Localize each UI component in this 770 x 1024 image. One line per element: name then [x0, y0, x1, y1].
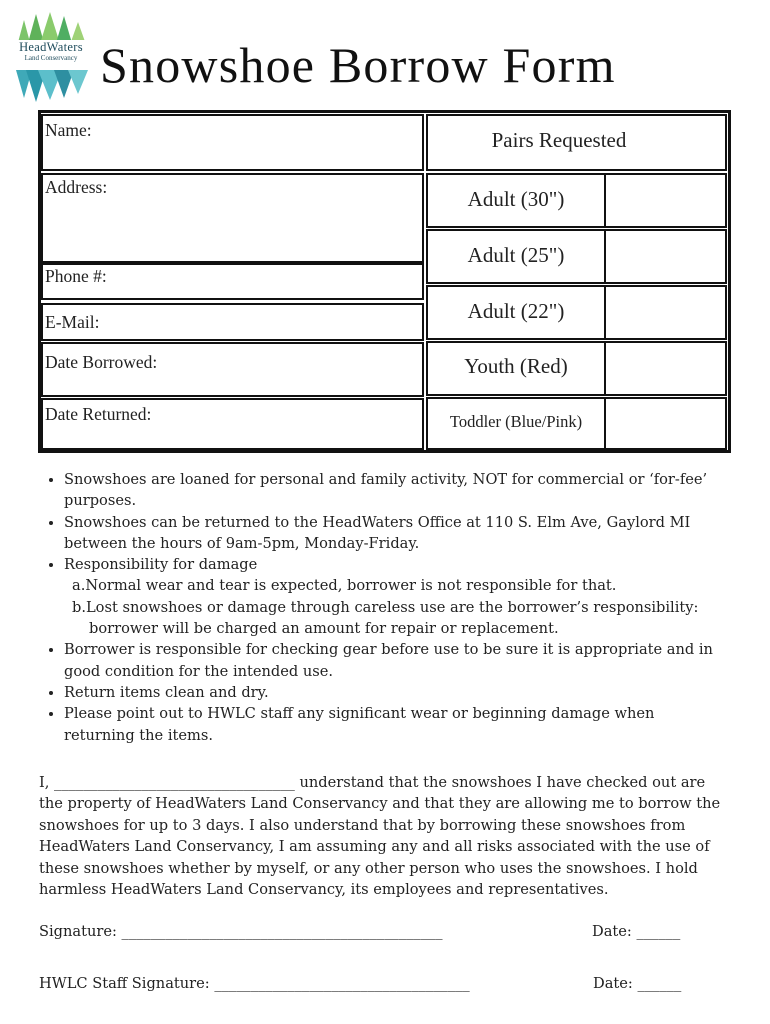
rule-subitem: a.Normal wear and tear is expected, borrower is not responsible for that. — [72, 577, 617, 595]
size-label-adult-30: Adult (30") — [467, 187, 565, 211]
date-returned-label: Date Returned: — [45, 404, 152, 424]
qty-input-adult-22[interactable] — [604, 285, 727, 340]
staff-signature-line[interactable]: HWLC Staff Signature: ___________________________________ — [39, 975, 470, 992]
size-label-adult-25: Adult (25") — [467, 243, 565, 267]
qty-input-adult-25[interactable] — [604, 229, 727, 284]
date-borrowed-label: Date Borrowed: — [45, 352, 158, 372]
logo-subtitle: Land Conservancy — [8, 54, 94, 63]
logo-wordmark: HeadWaters — [8, 40, 94, 54]
page-title: Snowshoe Borrow Form — [100, 37, 616, 93]
signature-line[interactable]: Signature: ____________________________________________ — [39, 923, 443, 940]
qty-input-toddler[interactable] — [604, 397, 727, 450]
signature-date-line[interactable]: Date: ______ — [592, 923, 681, 940]
name-field[interactable] — [41, 114, 424, 171]
address-label: Address: — [45, 177, 108, 197]
name-label: Name: — [45, 120, 92, 140]
liability-agreement: I, _________________________________ understand that the snowshoes I have checked out are the property of HeadWaters Land Conservancy and that they are allowing me to borrow the snowshoes for up to 3 days. I also understand that by borrowing these snowshoes from HeadWaters Land Conservancy, I am assuming any and all risks associated with the use of these snowshoes whether by myself, or any other person who uses the snowshoes. I hold harmless HeadWaters Land Conservancy, its employees and representatives. — [39, 774, 721, 899]
email-label: E-Mail: — [45, 312, 100, 332]
size-label-toddler: Toddler (Blue/Pink) — [449, 412, 583, 431]
qty-input-adult-30[interactable] — [604, 173, 727, 228]
rule-item — [64, 554, 728, 639]
qty-input-youth[interactable] — [604, 341, 727, 396]
phone-label: Phone #: — [45, 266, 107, 286]
staff-signature-date-line[interactable]: Date: ______ — [593, 975, 682, 992]
rule-subitem: b.Lost snowshoes or damage through careless use are the borrower’s responsibility: borrower will be charged an amount for repair or replacement. — [72, 598, 699, 638]
borrowing-rules — [38, 469, 728, 746]
pairs-requested-heading: Pairs Requested — [491, 128, 627, 152]
rule-item: • Borrower is responsible for checking gear before use to be sure it is appropriate and in good condition for the intended use. — [64, 639, 728, 682]
rule-text: Responsibility for damage — [64, 556, 258, 574]
rule-item: • Return items clean and dry. — [64, 682, 728, 703]
rule-item: • Please point out to HWLC staff any significant wear or beginning damage when returning the items. — [64, 703, 728, 746]
damage-sublist — [64, 575, 728, 639]
rule-item: • Snowshoes can be returned to the HeadWaters Office at 110 S. Elm Ave, Gaylord MI between the hours of 9am-5pm, Monday-Friday. — [64, 512, 728, 555]
size-label-youth: Youth (Red) — [464, 354, 568, 378]
size-label-adult-22: Adult (22") — [467, 299, 565, 323]
rule-item: • Snowshoes are loaned for personal and family activity, NOT for commercial or ‘for-fee’ purposes. — [64, 469, 728, 512]
